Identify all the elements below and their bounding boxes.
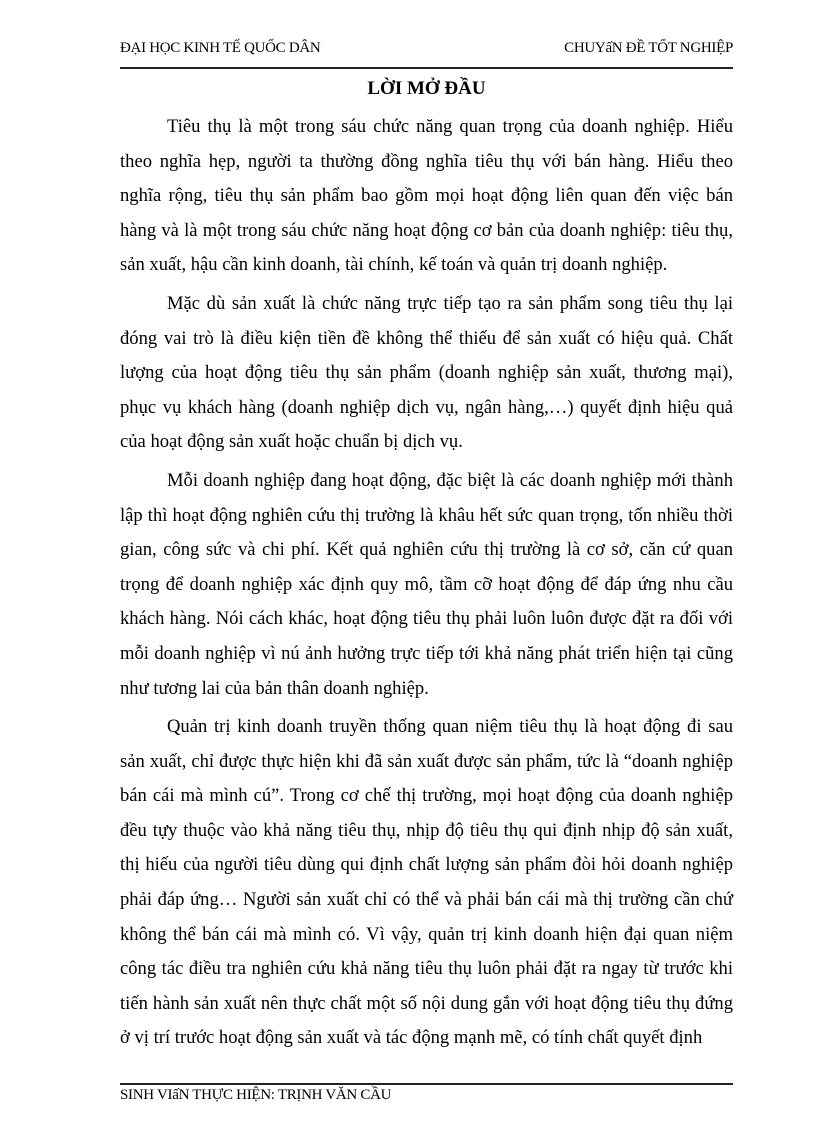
text-line: sản xuất, hậu cần kinh doanh, tài chính, kế toán và quản trị doanh nghiệp. (120, 254, 668, 276)
text-line: trọng để doanh nghiệp xác định quy mô, tầm cỡ hoạt động để đáp ứng nhu cầu (120, 573, 733, 595)
text-line: theo nghĩa hẹp, người ta thường đồng nghĩa tiêu thụ với bán hàng. Hiểu theo (120, 150, 733, 172)
body-text (120, 110, 733, 1060)
text-line: sản xuất, chỉ được thực hiện khi đã sản xuất được sản phẩm, tức là “doanh nghiệp (120, 750, 733, 772)
text-line: nghĩa rộng, tiêu thụ sản phẩm bao gồm mọi hoạt động liên quan đến việc bán (120, 185, 733, 207)
paragraph (120, 287, 733, 460)
header-document-type: CHUYấN ĐỀ TỐT NGHIỆP (564, 40, 733, 56)
text-line: ở vị trí trước hoạt động sản xuất và tác động mạnh mẽ, có tính chất quyết định (120, 1027, 703, 1049)
paragraph (120, 110, 733, 283)
footer-student: SINH VIấN THỰC HIỆN: TRỊNH VĂN CẦU (120, 1087, 392, 1103)
text-line: hàng và là một trong sáu chức năng hoạt động cơ bản của doanh nghiệp: tiêu thụ, (120, 219, 733, 241)
text-line: lượng của hoạt động tiêu thụ sản phẩm (doanh nghiệp sản xuất, thương mại), (120, 362, 733, 384)
text-line: đóng vai trò là điều kiện tiền đề không thể thiếu để sản xuất có hiệu quả. Chất (120, 327, 733, 349)
footer-rule (120, 1083, 733, 1085)
text-line: như tương lai của bản thân doanh nghiệp. (120, 677, 429, 699)
page-header (120, 40, 733, 60)
text-line: phải đáp ứng… Người sản xuất chỉ có thể và phải bán cái mà thị trường cần chứ (120, 889, 733, 911)
text-line: thị hiếu của người tiêu dùng qui định chất lượng sản phẩm đòi hỏi doanh nghiệp (120, 854, 733, 876)
text-line: Mặc dù sản xuất là chức năng trực tiếp tạo ra sản phẩm song tiêu thụ lại (167, 292, 733, 314)
paragraph (120, 710, 733, 1056)
text-line: không thể bán cái mà mình có. Vì vậy, quản trị kinh doanh hiện đại quan niệm (120, 923, 733, 945)
text-line: Quản trị kinh doanh truyền thống quan niệm tiêu thụ là hoạt động đi sau (167, 716, 733, 738)
header-rule (120, 67, 733, 69)
text-line: gian, công sức và chi phí. Kết quả nghiên cứu thị trường là cơ sở, căn cứ quan (120, 539, 733, 561)
text-line: mỗi doanh nghiệp vì nú ảnh hưởng trực tiếp tới khả năng phát triển hiện tại cũng (120, 642, 733, 664)
text-line: bán cái mà mình cú”. Trong cơ chế thị trường, mọi hoạt động của doanh nghiệp (120, 785, 733, 807)
text-line: tiến hành sản xuất nên thực chất một số nội dung gắn với hoạt động tiêu thụ đứng (120, 992, 733, 1014)
text-line: lập thì hoạt động nghiên cứu thị trường là khâu hết sức quan trọng, tốn nhiều thời (120, 504, 733, 526)
text-line: Tiêu thụ là một trong sáu chức năng quan trọng của doanh nghiệp. Hiểu (167, 116, 733, 137)
text-line: công tác điều tra nghiên cứu khả năng tiêu thụ luôn phải đặt ra ngay từ trước khi (120, 958, 733, 980)
text-line: khách hàng. Nói cách khác, hoạt động tiêu thụ phải luôn luôn được đặt ra đối với (120, 608, 733, 630)
header-university: ĐẠI HỌC KINH TẾ QUỐC DÂN (120, 40, 321, 56)
text-line: phục vụ khách hàng (doanh nghiệp dịch vụ, ngân hàng,…) quyết định hiệu quả (120, 396, 733, 418)
text-line: Mỗi doanh nghiệp đang hoạt động, đặc biệt là các doanh nghiệp mới thành (167, 469, 733, 491)
section-title: LỜI MỞ ĐẦU (367, 78, 486, 99)
text-line: của hoạt động sản xuất hoặc chuẩn bị dịch vụ. (120, 431, 463, 453)
text-line: đều tựy thuộc vào khả năng tiêu thụ, nhịp độ tiêu thụ qui định nhịp độ sản xuất, (120, 819, 733, 841)
paragraph (120, 464, 733, 706)
